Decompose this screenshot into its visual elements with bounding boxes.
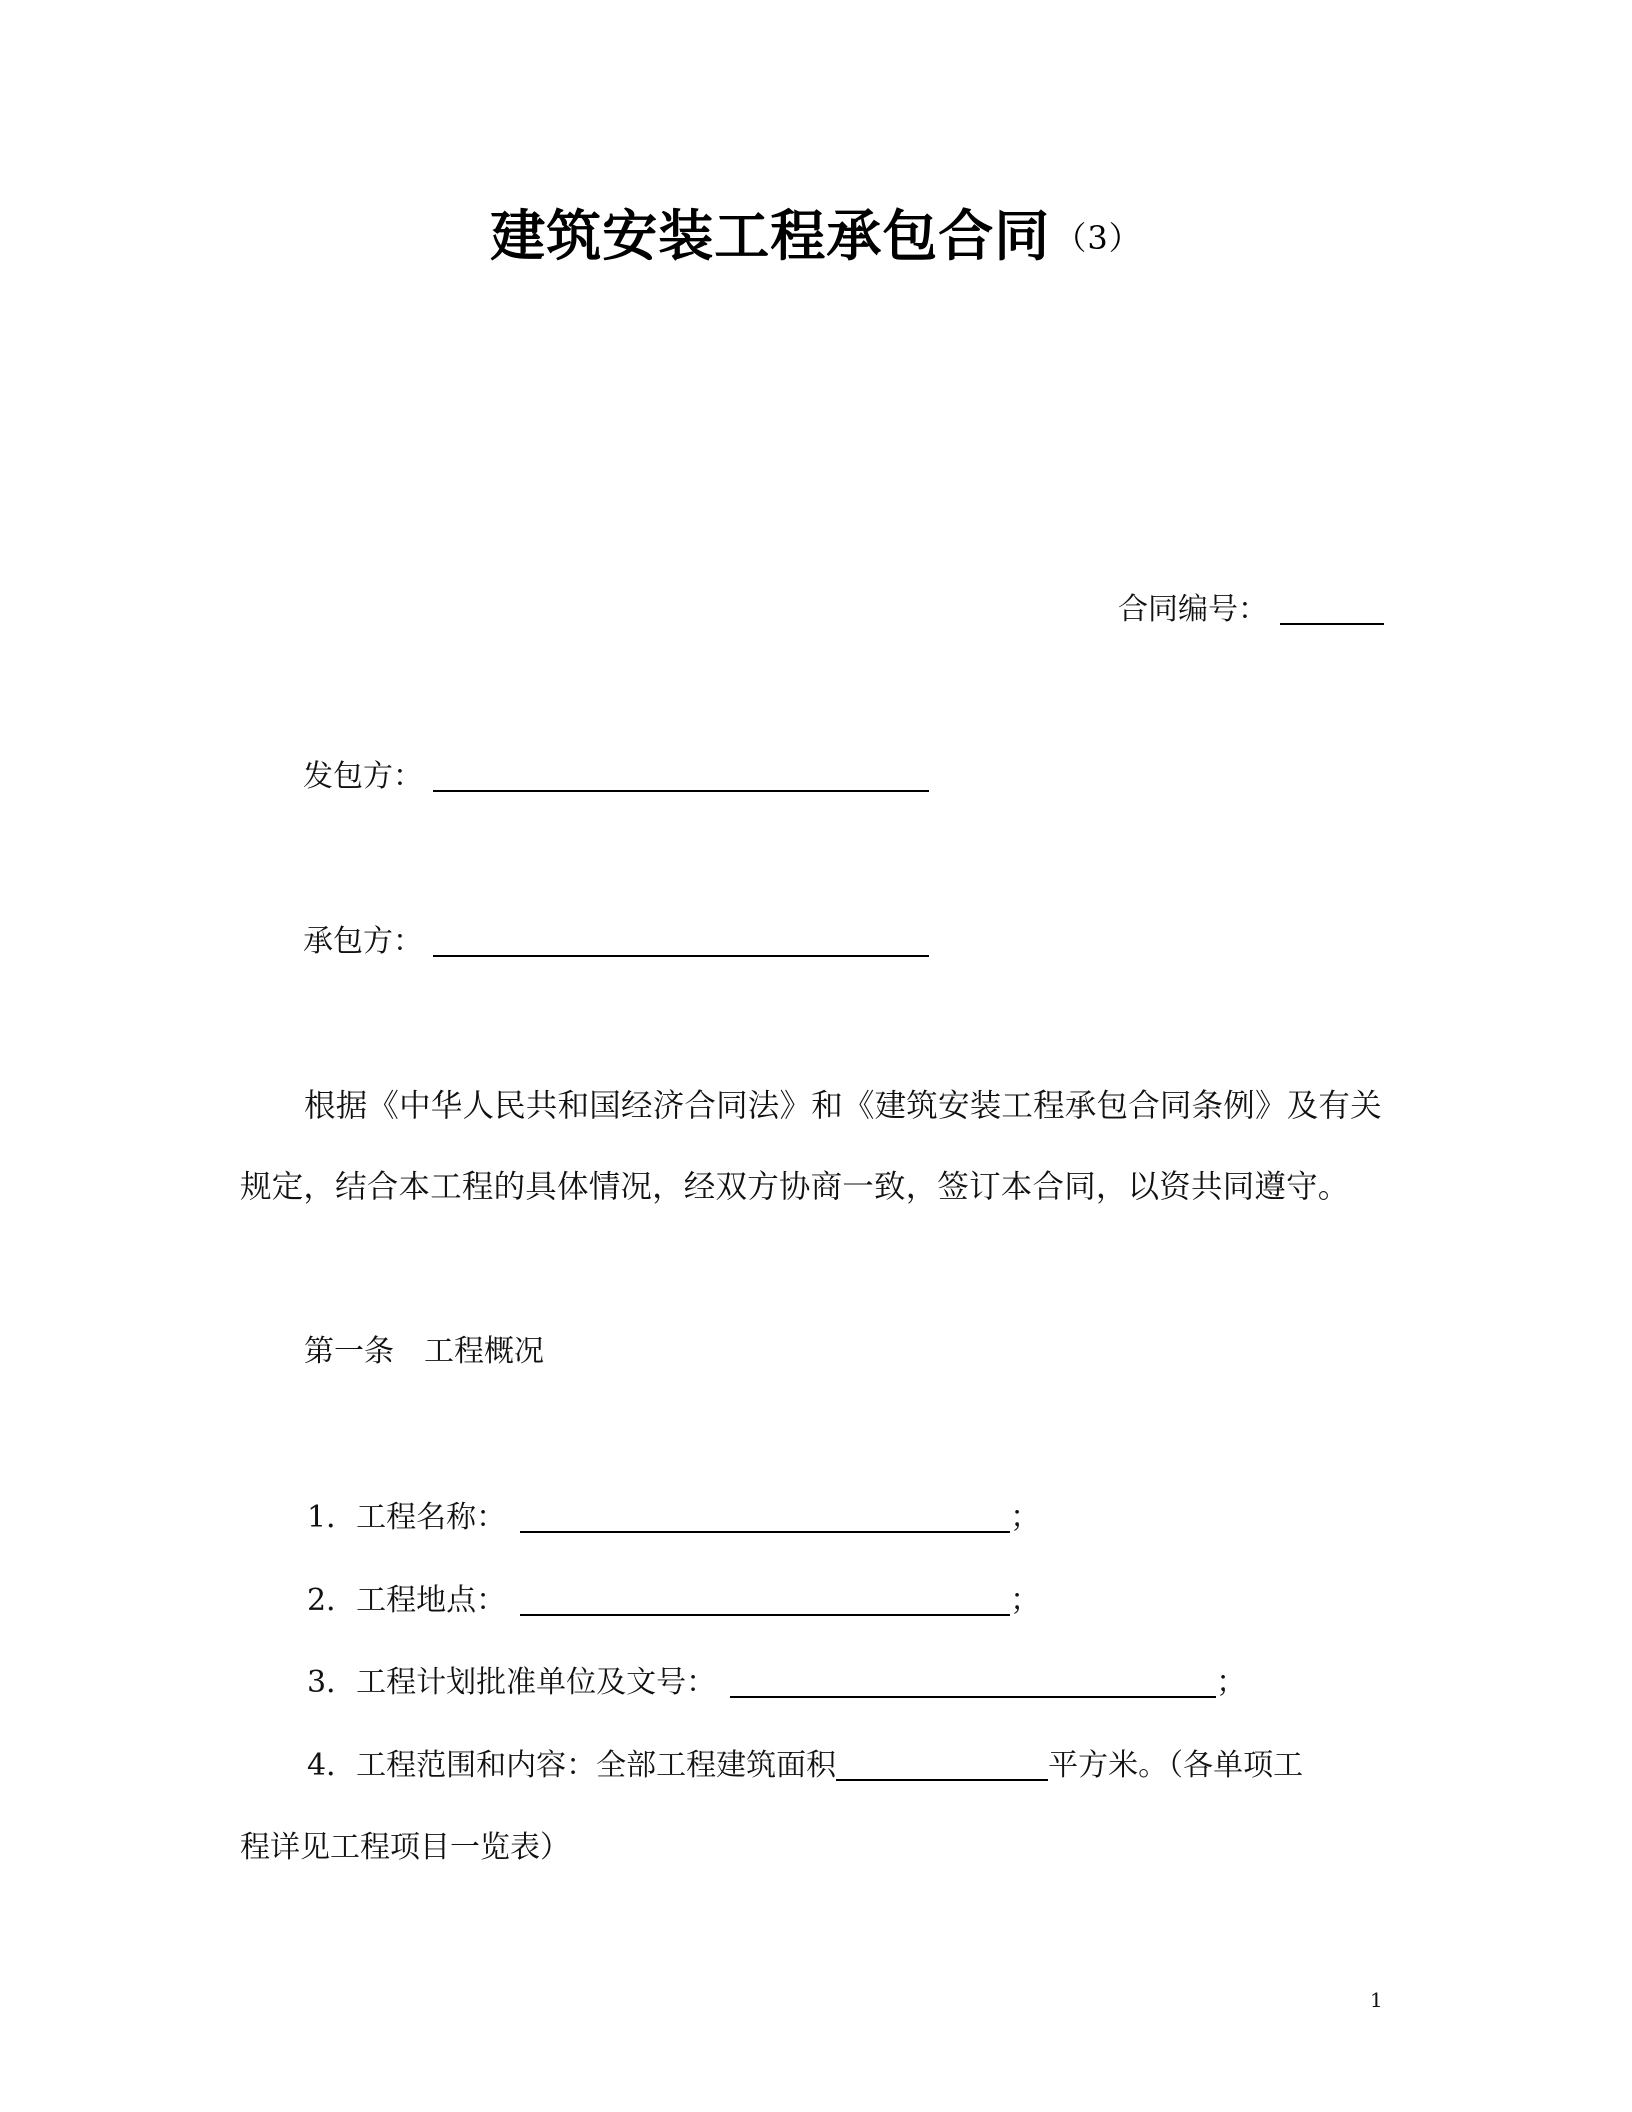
title-suffix: （3） <box>1054 219 1142 257</box>
item-end: ； <box>1010 1500 1041 1535</box>
item-label: 工程名称： <box>356 1500 507 1535</box>
party-a-label: 发包方： <box>303 759 423 794</box>
item-number: 3． <box>307 1665 357 1700</box>
approval-unit-field[interactable] <box>730 1666 1216 1698</box>
contract-number-row <box>1118 590 1384 630</box>
item-label: 工程计划批准单位及文号： <box>356 1665 717 1700</box>
item-number: 4． <box>307 1748 357 1783</box>
party-b-row <box>303 922 929 962</box>
item-end: ； <box>1216 1665 1247 1700</box>
party-a-row <box>303 757 929 797</box>
contract-number-field[interactable] <box>1280 593 1384 625</box>
item-label: 工程地点： <box>356 1583 507 1618</box>
item-end: ； <box>1010 1583 1041 1618</box>
item-project-name <box>307 1498 1040 1538</box>
item-approval-unit <box>307 1663 1246 1703</box>
document-title <box>0 192 1632 271</box>
item-project-location <box>307 1581 1040 1621</box>
title-text: 建筑安装工程承包合同 <box>490 204 1051 268</box>
page-number: 1 <box>1370 1988 1383 2012</box>
article-1-heading: 第一条 工程概况 <box>304 1334 544 1369</box>
item-project-scope-continuation: 程详见工程项目一览表） <box>240 1830 570 1865</box>
item-number: 1． <box>307 1500 357 1535</box>
item-number: 2． <box>307 1583 357 1618</box>
preamble-line-2: 规定，结合本工程的具体情况，经双方协商一致，签订本合同，以资共同遵守。 <box>240 1169 1350 1205</box>
party-a-field[interactable] <box>433 760 929 792</box>
project-location-field[interactable] <box>520 1584 1010 1616</box>
party-b-field[interactable] <box>433 925 929 957</box>
item-label: 工程范围和内容：全部工程建筑面积 <box>356 1748 837 1783</box>
building-area-field[interactable] <box>836 1749 1048 1781</box>
preamble-line-1: 根据《中华人民共和国经济合同法》和《建筑安装工程承包合同条例》及有关 <box>304 1088 1382 1124</box>
item-unit: 平方米。（各单项工 <box>1048 1748 1304 1783</box>
party-b-label: 承包方： <box>303 924 423 959</box>
item-project-scope <box>307 1746 1303 1786</box>
contract-number-label: 合同编号： <box>1118 592 1268 627</box>
project-name-field[interactable] <box>520 1501 1010 1533</box>
